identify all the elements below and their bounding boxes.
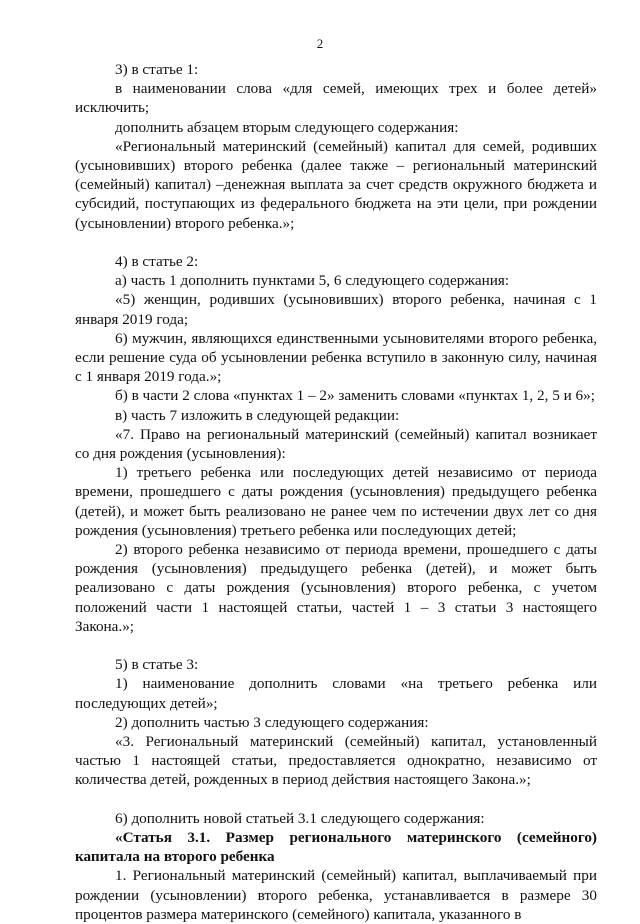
paragraph: дополнить абзацем вторым следующего содержания: bbox=[115, 118, 459, 136]
paragraph: «Региональный материнский (семейный) капитал для семей, родивших (усыновивших) второго ребенка (далее также – региональный материнский (семейный) капитал) –денежная выплата за счет средств окружного бюджета и субсидий, поступающих из федерального бюджета на эти цели, при рождении (усыновлении) второго ребенка.»; bbox=[75, 137, 597, 232]
paragraph: «5) женщин, родивших (усыновивших) второго ребенка, начиная с 1 января 2019 года; bbox=[75, 291, 597, 328]
paragraph: 2) второго ребенка независимо от периода времени, прошедшего с даты рождения (усыновления) предыдущего ребенка (детей), и может быть реализовано с даты рождения (усыновления) второго ребенка, с учетом положений части 1 настоящей статьи, частей 1 – 3 статьи 3 настоящего Закона.»; bbox=[75, 541, 597, 635]
paragraph: 2) дополнить частью 3 следующего содержания: bbox=[115, 713, 429, 731]
paragraph: 1) наименование дополнить словами «на третьего ребенка или последующих детей»; bbox=[75, 675, 597, 712]
page-number: 2 bbox=[316, 36, 324, 51]
paragraph: 6) мужчин, являющихся единственными усыновителями второго ребенка, если решение суда об усыновлении ребенка вступило в законную силу, начиная с 1 января 2019 года.»; bbox=[75, 329, 597, 386]
paragraph: в) часть 7 изложить в следующей редакции: bbox=[115, 406, 400, 424]
paragraph: 1. Региональный материнский (семейный) капитал, выплачиваемый при рождении (усыновлении) второго ребенка, устанавливается в размере 30 процентов размера материнского (семейного) капитала, указанного в bbox=[75, 867, 597, 923]
document-body bbox=[75, 60, 597, 924]
paragraph: «7. Право на региональный материнский (семейный) капитал возникает со дня рождения (усыновления): bbox=[75, 425, 597, 463]
paragraph: «3. Региональный материнский (семейный) капитал, установленный частью 1 настоящей статьи, предоставляется однократно, независимо от количества детей, рожденных в период действия настоящего Закона.»; bbox=[75, 733, 597, 789]
paragraph: 4) в статье 2: bbox=[115, 253, 199, 271]
paragraph: 6) дополнить новой статьей 3.1 следующего содержания: bbox=[115, 809, 485, 827]
article-heading: «Статья 3.1. Размер регионального материнского (семейного) капитала на второго ребенка bbox=[75, 829, 597, 866]
paragraph: а) часть 1 дополнить пунктами 5, 6 следующего содержания: bbox=[115, 272, 510, 290]
paragraph: в наименовании слова «для семей, имеющих трех и более детей» исключить; bbox=[75, 80, 597, 117]
paragraph: б) в части 2 слова «пунктах 1 – 2» заменить словами «пунктах 1, 2, 5 и 6»; bbox=[115, 387, 595, 405]
paragraph: 3) в статье 1: bbox=[115, 61, 199, 78]
paragraph: 5) в статье 3: bbox=[115, 656, 199, 674]
paragraph: 1) третьего ребенка или последующих детей независимо от периода времени, прошедшего с даты рождения (усыновления) предыдущего ребенка (детей), и может быть реализовано не ранее чем по истечении двух лет со дня рождения (усыновления) третьего ребенка или последующих детей; bbox=[75, 464, 597, 539]
